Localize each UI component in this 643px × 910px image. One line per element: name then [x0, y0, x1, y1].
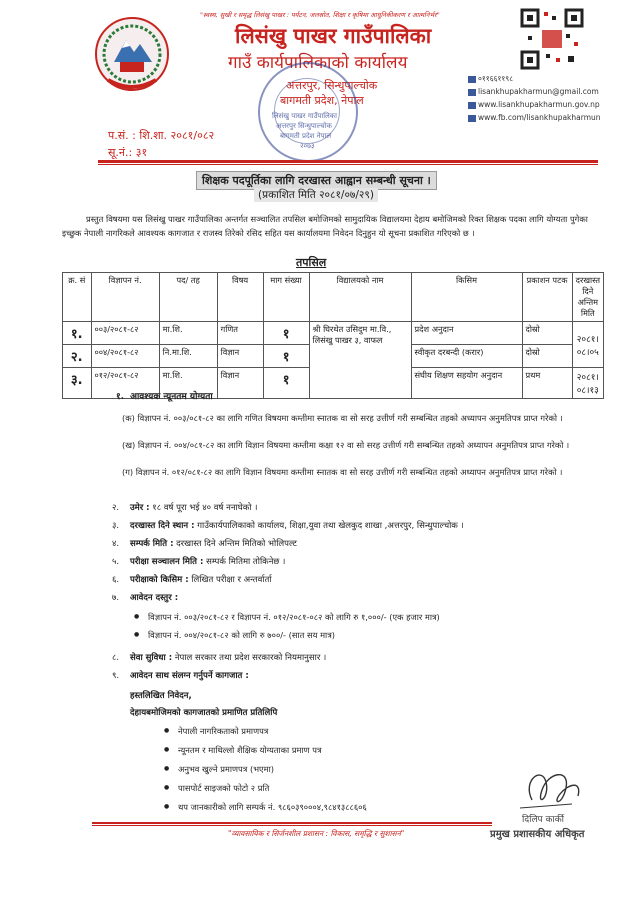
cell-post: मा.शि.	[159, 368, 217, 399]
item-label: उमेर :	[130, 503, 150, 513]
item-text: सम्पर्क मितिमा तोकिनेछ ।	[206, 557, 286, 567]
signatory-title: प्रमुख प्रशासकीय अधिकृत	[490, 829, 585, 840]
fee-line-2: ● विज्ञापन नं. ००४/२०८१-८२ को लागि रु ७००/- (सात सय मात्र)	[148, 630, 335, 641]
col-adv-no: विज्ञापन नं.	[91, 273, 159, 322]
cell-post: मा.शि.	[159, 322, 217, 345]
notice-subject: शिक्षक पदपूर्तिका लागि दरखास्त आह्वान सम्बन्धी सूचना ।	[196, 171, 437, 190]
item-exam-type	[112, 574, 272, 585]
web-icon	[468, 102, 476, 109]
item-number: ९.	[112, 671, 120, 681]
item-text: १८ वर्ष पूरा भई ४० वर्ष ननाघेको ।	[152, 503, 258, 513]
item-number: ४.	[112, 539, 120, 549]
cell-subject: विज्ञान	[217, 345, 263, 368]
col-sn: क्र. सं	[63, 273, 92, 322]
cell-sn: ३.	[63, 368, 92, 399]
item-fee	[112, 592, 178, 603]
requirements-heading	[116, 389, 219, 402]
col-count: माग संख्या	[263, 273, 309, 322]
stamp-text-4: २०७३	[300, 142, 315, 150]
phone-icon	[468, 76, 476, 83]
item-label: आवेदन साथ संलग्न गर्नुपर्ने कागजात :	[130, 671, 249, 681]
cell-count: १	[263, 345, 309, 368]
cell-adv-no: ००३/२०८१-८२	[91, 322, 159, 345]
qr-code	[520, 8, 584, 70]
contact-email: lisankhupakharmun@gmail.com	[468, 87, 599, 96]
doc-item: ● नेपाली नागरिकताको प्रमाणपत्र	[178, 726, 268, 737]
contact-facebook: www.fb.com/lisankhupakharmun	[468, 113, 601, 122]
fee-line-1: ● विज्ञापन नं. ००३/२०८१-८२ र विज्ञापन नं. ०१२/२०८१-०८२ को लागि रु १,०००/- (एक हजार मात्र)	[148, 612, 440, 623]
cell-times: प्रथम	[522, 368, 572, 399]
cell-post: नि.मा.शि.	[159, 345, 217, 368]
cell-subject: विज्ञान	[217, 368, 263, 399]
item-text: नेपाल सरकार तथा प्रदेश सरकारको नियमानुसार ।	[174, 653, 327, 663]
cell-times: दोस्रो	[522, 345, 572, 368]
section-number: १.	[116, 392, 125, 402]
cell-deadline: २०८१।०८।१३	[572, 368, 603, 399]
table-header-row	[63, 273, 604, 322]
footer-divider-thin	[92, 825, 492, 826]
email-icon	[468, 89, 476, 96]
qualification-ka: (क) विज्ञापन नं. ००३/०८१-८२ का लागि गणित विषयमा कम्तीमा स्नातक वा सो सरह उत्तीर्ण गरी सम्बन्धित तहको अध्यापन अनुमतिपत्र प्राप्त गरेको ।	[122, 413, 563, 423]
doc-sub-1: हस्तलिखित निवेदन,	[130, 691, 192, 701]
col-deadline: दरखास्त दिने अन्तिम मिति	[572, 273, 603, 322]
section-title: आवश्यक न्यूनतम योग्यता	[130, 392, 213, 402]
footer-motto: "व्यावसायिक र सिर्जनशील प्रशासन : विकास, समृद्धि र सुशासन"	[228, 829, 405, 838]
header-tagline: "स्वस्थ, सुखी र समृद्ध लिसंखु पाखर : पर्यटन, जलस्रोत, शिक्षा र कृषिमा आधुनिकीकरण र आत्मनिर्भर"	[200, 11, 440, 19]
published-date: (प्रकाशित मिति २०८१/०७/२९)	[254, 188, 378, 202]
contact-phone: ०११६६११९८	[468, 74, 513, 84]
cell-type: स्वीकृत दरबन्दी (करार)	[411, 345, 522, 368]
item-age	[112, 502, 257, 513]
item-facilities	[112, 652, 326, 663]
cell-sn: २.	[63, 345, 92, 368]
footer-divider	[92, 822, 492, 824]
item-label: परीक्षाको किसिम :	[130, 575, 189, 585]
cell-school: श्री घिरथेत उसिदुम मा.वि., लिसंखु पाखर ३, वाफल	[309, 322, 411, 399]
item-text: लिखित परीक्षा र अन्तर्वार्ता	[191, 575, 272, 585]
col-times: प्रकाशन पटक	[522, 273, 572, 322]
doc-item: ● पासपोर्ट साइजको फोटो २ प्रति	[178, 783, 269, 794]
reference-number: प.सं. : शि.शा. २०८१/०८२	[108, 129, 215, 142]
item-documents	[112, 670, 249, 681]
qualification-ga: (ग) विज्ञापन नं. ०१२/०८१-८२ का लागि विज्ञान विषयमा कम्तीमा स्नातक वा सो सरह उत्तीर्ण गरी सम्बन्धित तहको अध्यापन अनुमतिपत्र प्राप्त गरेको ।	[122, 467, 563, 477]
item-place	[112, 520, 464, 531]
cell-type: संघीय शिक्षण सहयोग अनुदान	[411, 368, 522, 399]
item-contact-date	[112, 538, 297, 549]
doc-item: ● थप जानकारीको लागि सम्पर्क नं. ९८६०३९०००४,९८४१३८८६०६	[178, 802, 367, 813]
item-text: दरखास्त दिने अन्तिम मितिको भोलिपल्ट	[176, 539, 297, 549]
col-post: पद/ तह	[159, 273, 217, 322]
facebook-icon	[468, 115, 476, 122]
item-label: आवेदन दस्तुर :	[130, 593, 179, 603]
doc-item: ● अनुभव खुल्ने प्रमाणपत्र (भएमा)	[178, 764, 274, 775]
cell-count: १	[263, 368, 309, 399]
item-number: ३.	[112, 521, 120, 531]
municipality-emblem	[92, 14, 172, 96]
cell-deadline: २०८१।०८।०५	[572, 322, 603, 368]
cell-count: १	[263, 322, 309, 345]
col-subject: विषय	[217, 273, 263, 322]
qualification-kha: (ख) विज्ञापन नं. ००४/०८१-८२ का लागि विज्ञान विषयमा कम्तीमा कक्षा १२ वा सो सरह उत्तीर्ण गरी सम्बन्धित तहको अध्यापन अनुमतिपत्र प्राप्त गरेको ।	[122, 440, 570, 450]
cell-sn: १.	[63, 322, 92, 345]
item-label: दरखास्त दिने स्थान :	[130, 521, 195, 531]
item-number: ७.	[112, 593, 120, 603]
item-label: सेवा सुविधा :	[130, 653, 173, 663]
table-row	[63, 322, 604, 345]
cell-times: दोस्रो	[522, 322, 572, 345]
stamp-text-1: लिसंखु पाखर गाउँपालिका	[272, 112, 337, 120]
col-school: विद्यालयको नाम	[309, 273, 411, 322]
vacancy-table	[62, 272, 604, 399]
address-line-1: अत्तरपुर, सिन्धुपाल्चोक	[286, 79, 378, 92]
header-divider-thin	[98, 164, 598, 165]
cell-adv-no: ००४/२०८१-८२	[91, 345, 159, 368]
header-divider	[98, 160, 598, 163]
dispatch-number: सू.नं.: ३१	[108, 146, 148, 159]
item-number: २.	[112, 503, 120, 513]
stamp-text-2: अत्तरपुर सिन्धुपाल्चोक	[276, 122, 332, 130]
cell-subject: गणित	[217, 322, 263, 345]
item-number: ८.	[112, 653, 120, 663]
signature-scribble	[512, 760, 596, 816]
office-subtitle: गाउँ कार्यपालिकाको कार्यालय	[228, 53, 408, 73]
cell-type: प्रदेश अनुदान	[411, 322, 522, 345]
cell-adv-no: ०१२/२०८१-८२	[91, 368, 159, 399]
item-label: परीक्षा सञ्चालन मिति :	[130, 557, 204, 567]
notice-intro: प्रस्तुत विषयमा यस लिसंखु पाखर गाउँपालिका अन्तर्गत सञ्चालित तपसिल बमोजिमको सामुदायिक विद्यालयमा देहाय बमोजिमको रिक्त शिक्षक पदका लागि योग्यता पुगेका इच्छुक नेपाली नागरिकले आवश्यक कागजात र राजस्व तिरेको रसिद सहित यस कार्यालयमा निवेदन दिनुहुन यो सूचना प्रकाशित गरिएको छ ।	[62, 214, 588, 238]
item-label: सम्पर्क मिति :	[130, 539, 174, 549]
doc-sub-2: देहायबमोजिमको कागजातको प्रमाणित प्रतिलिपि	[130, 708, 278, 718]
col-type: किसिम	[411, 273, 522, 322]
municipality-title: लिसंखु पाखर गाउँपालिका	[235, 24, 432, 48]
table-heading: तपसिल	[296, 256, 327, 269]
address-line-2: बागमती प्रदेश, नेपाल	[280, 94, 364, 107]
doc-item: ● न्यूनतम र माथिल्लो शैक्षिक योग्यताका प्रमाण पत्र	[178, 745, 322, 756]
item-number: ६.	[112, 575, 120, 585]
stamp-text-3: बागमती प्रदेश नेपाल	[280, 132, 332, 140]
item-exam-date	[112, 556, 285, 567]
item-text: गाउँकार्यपालिकाको कार्यालय, शिक्षा,युवा तथा खेलकुद शाखा ,अत्तरपुर, सिन्धुपाल्चोक ।	[197, 521, 464, 531]
signatory-name: दिलिप कार्की	[522, 815, 565, 825]
contact-website: www.lisankhupakharmun.gov.np	[468, 100, 600, 109]
item-number: ५.	[112, 557, 120, 567]
